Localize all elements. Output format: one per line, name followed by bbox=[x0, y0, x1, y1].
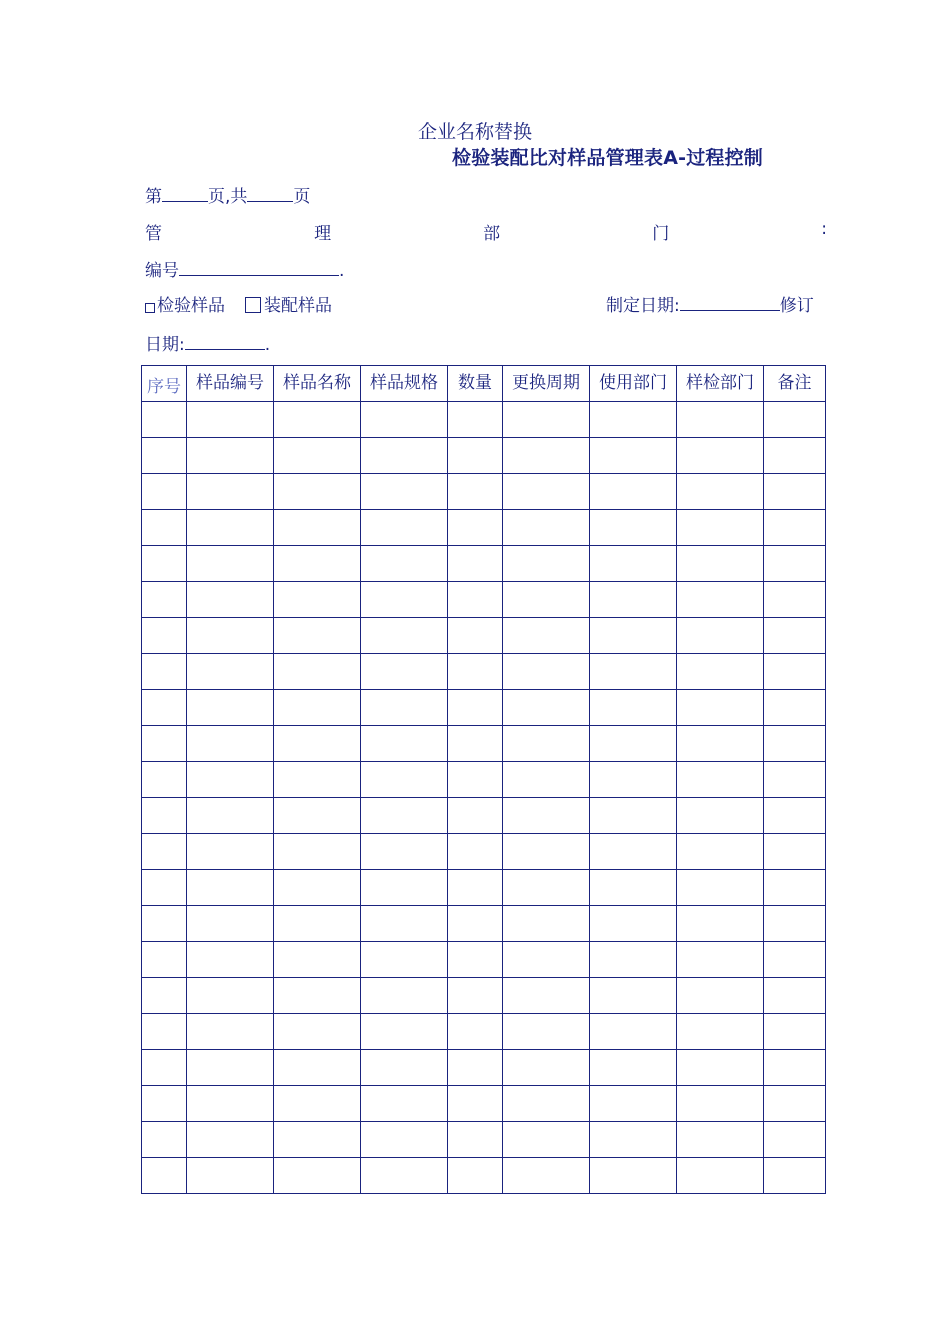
table-cell[interactable] bbox=[274, 762, 361, 798]
management-dept-row bbox=[145, 219, 827, 244]
table-cell[interactable] bbox=[142, 690, 187, 726]
table-cell[interactable] bbox=[503, 402, 590, 438]
table-cell[interactable] bbox=[448, 762, 503, 798]
table-cell[interactable] bbox=[448, 870, 503, 906]
table-cell[interactable] bbox=[142, 1014, 187, 1050]
table-cell[interactable] bbox=[274, 1086, 361, 1122]
table-cell[interactable] bbox=[361, 978, 448, 1014]
table-cell[interactable] bbox=[274, 582, 361, 618]
table-cell[interactable] bbox=[142, 546, 187, 582]
table-cell[interactable] bbox=[142, 870, 187, 906]
table-cell[interactable] bbox=[361, 942, 448, 978]
table-cell[interactable] bbox=[274, 510, 361, 546]
table-cell[interactable] bbox=[361, 510, 448, 546]
table-cell[interactable] bbox=[590, 618, 677, 654]
table-cell[interactable] bbox=[764, 618, 826, 654]
table-cell[interactable] bbox=[187, 1050, 274, 1086]
table-cell[interactable] bbox=[503, 618, 590, 654]
table-cell[interactable] bbox=[187, 798, 274, 834]
table-cell[interactable] bbox=[142, 906, 187, 942]
sample-type-row bbox=[145, 291, 332, 316]
table-cell[interactable] bbox=[142, 978, 187, 1014]
table-cell[interactable] bbox=[764, 978, 826, 1014]
table-cell[interactable] bbox=[142, 438, 187, 474]
col-header-sample-spec: 样品规格 bbox=[361, 366, 448, 402]
table-cell[interactable] bbox=[677, 1158, 764, 1194]
table-cell[interactable] bbox=[503, 1014, 590, 1050]
table-cell[interactable] bbox=[677, 942, 764, 978]
table-cell[interactable] bbox=[448, 1014, 503, 1050]
col-header-sample-no: 样品编号 bbox=[187, 366, 274, 402]
sample-table bbox=[141, 365, 826, 1194]
table-cell[interactable] bbox=[764, 402, 826, 438]
table-cell[interactable] bbox=[764, 510, 826, 546]
table-cell[interactable] bbox=[677, 1122, 764, 1158]
table-cell[interactable] bbox=[503, 870, 590, 906]
table-cell[interactable] bbox=[503, 726, 590, 762]
table-cell[interactable] bbox=[764, 798, 826, 834]
table-cell[interactable] bbox=[503, 582, 590, 618]
table-cell[interactable] bbox=[448, 798, 503, 834]
table-cell[interactable] bbox=[361, 906, 448, 942]
table-cell[interactable] bbox=[503, 942, 590, 978]
table-cell[interactable] bbox=[764, 546, 826, 582]
table-row bbox=[142, 402, 826, 438]
table-cell[interactable] bbox=[142, 582, 187, 618]
table-cell[interactable] bbox=[274, 906, 361, 942]
table-cell[interactable] bbox=[187, 438, 274, 474]
table-cell[interactable] bbox=[677, 654, 764, 690]
table-cell[interactable] bbox=[590, 726, 677, 762]
table-cell[interactable] bbox=[764, 870, 826, 906]
table-cell[interactable] bbox=[187, 654, 274, 690]
table-cell[interactable] bbox=[274, 1014, 361, 1050]
table-cell[interactable] bbox=[590, 1086, 677, 1122]
table-cell[interactable] bbox=[187, 1086, 274, 1122]
table-cell[interactable] bbox=[274, 798, 361, 834]
table-cell[interactable] bbox=[677, 906, 764, 942]
table-row bbox=[142, 618, 826, 654]
table-cell[interactable] bbox=[677, 834, 764, 870]
table-cell[interactable] bbox=[187, 402, 274, 438]
table-cell[interactable] bbox=[187, 474, 274, 510]
table-cell[interactable] bbox=[274, 546, 361, 582]
table-cell[interactable] bbox=[590, 870, 677, 906]
table-cell[interactable] bbox=[448, 510, 503, 546]
table-cell[interactable] bbox=[448, 942, 503, 978]
table-cell[interactable] bbox=[503, 1158, 590, 1194]
assembly-sample-checkbox[interactable] bbox=[245, 297, 261, 313]
page-prefix: 第 bbox=[145, 187, 162, 207]
table-cell[interactable] bbox=[677, 1086, 764, 1122]
table-row bbox=[142, 870, 826, 906]
table-cell[interactable] bbox=[590, 942, 677, 978]
table-cell[interactable] bbox=[187, 870, 274, 906]
table-cell[interactable] bbox=[448, 546, 503, 582]
table-cell[interactable] bbox=[274, 978, 361, 1014]
table-row bbox=[142, 942, 826, 978]
table-cell[interactable] bbox=[361, 870, 448, 906]
table-cell[interactable] bbox=[503, 834, 590, 870]
table-row bbox=[142, 438, 826, 474]
table-cell[interactable] bbox=[142, 402, 187, 438]
table-cell[interactable] bbox=[274, 870, 361, 906]
table-row bbox=[142, 546, 826, 582]
table-cell[interactable] bbox=[187, 546, 274, 582]
table-cell[interactable] bbox=[142, 942, 187, 978]
table-row bbox=[142, 654, 826, 690]
table-cell[interactable] bbox=[274, 474, 361, 510]
table-row bbox=[142, 906, 826, 942]
table-cell[interactable] bbox=[590, 546, 677, 582]
table-row bbox=[142, 1014, 826, 1050]
table-row bbox=[142, 690, 826, 726]
table-cell[interactable] bbox=[590, 654, 677, 690]
table-row bbox=[142, 798, 826, 834]
dept-char: 管 bbox=[145, 224, 162, 244]
page-total-field[interactable] bbox=[247, 185, 293, 202]
table-cell[interactable] bbox=[448, 1122, 503, 1158]
table-cell[interactable] bbox=[590, 762, 677, 798]
table-cell[interactable] bbox=[503, 906, 590, 942]
table-cell[interactable] bbox=[361, 1158, 448, 1194]
table-cell[interactable] bbox=[503, 474, 590, 510]
revise-date-row bbox=[145, 330, 270, 355]
table-cell[interactable] bbox=[187, 834, 274, 870]
col-header-replace-cycle: 更换周期 bbox=[503, 366, 590, 402]
table-cell[interactable] bbox=[764, 582, 826, 618]
table-cell[interactable] bbox=[361, 690, 448, 726]
table-cell[interactable] bbox=[274, 1158, 361, 1194]
table-cell[interactable] bbox=[590, 1158, 677, 1194]
table-cell[interactable] bbox=[274, 1050, 361, 1086]
col-header-sample-name: 样品名称 bbox=[274, 366, 361, 402]
table-cell[interactable] bbox=[361, 1086, 448, 1122]
table-row bbox=[142, 1158, 826, 1194]
table-cell[interactable] bbox=[764, 654, 826, 690]
form-title: 检验装配比对样品管理表A-过程控制 bbox=[452, 147, 763, 169]
table-row bbox=[142, 978, 826, 1014]
made-date-row bbox=[606, 291, 814, 316]
revise-label: 修订 bbox=[779, 296, 814, 316]
table-cell[interactable] bbox=[590, 474, 677, 510]
table-cell[interactable] bbox=[448, 654, 503, 690]
table-cell[interactable] bbox=[142, 510, 187, 546]
table-cell[interactable] bbox=[590, 1014, 677, 1050]
table-cell[interactable] bbox=[590, 834, 677, 870]
table-cell[interactable] bbox=[187, 618, 274, 654]
table-cell[interactable] bbox=[764, 906, 826, 942]
table-cell[interactable] bbox=[274, 654, 361, 690]
table-cell[interactable] bbox=[503, 1086, 590, 1122]
table-cell[interactable] bbox=[187, 978, 274, 1014]
table-cell[interactable] bbox=[448, 834, 503, 870]
table-cell[interactable] bbox=[361, 474, 448, 510]
table-cell[interactable] bbox=[677, 546, 764, 582]
table-cell[interactable] bbox=[764, 942, 826, 978]
table-cell[interactable] bbox=[187, 1122, 274, 1158]
table-cell[interactable] bbox=[187, 510, 274, 546]
date-label: 日期: bbox=[145, 335, 185, 355]
table-cell[interactable] bbox=[503, 978, 590, 1014]
table-cell[interactable] bbox=[764, 1014, 826, 1050]
table-cell[interactable] bbox=[361, 654, 448, 690]
table-cell[interactable] bbox=[142, 618, 187, 654]
table-cell[interactable] bbox=[361, 1014, 448, 1050]
table-row bbox=[142, 762, 826, 798]
table-cell[interactable] bbox=[448, 906, 503, 942]
code-row bbox=[145, 256, 344, 281]
table-cell[interactable] bbox=[677, 870, 764, 906]
table-cell[interactable] bbox=[274, 690, 361, 726]
table-cell[interactable] bbox=[142, 798, 187, 834]
table-cell[interactable] bbox=[503, 510, 590, 546]
code-label: 编号 bbox=[145, 261, 179, 281]
table-cell[interactable] bbox=[274, 618, 361, 654]
made-date-label: 制定日期: bbox=[606, 296, 680, 316]
table-cell[interactable] bbox=[448, 618, 503, 654]
table-cell[interactable] bbox=[590, 582, 677, 618]
table-header-row bbox=[142, 366, 826, 402]
table-cell[interactable] bbox=[448, 474, 503, 510]
code-field[interactable] bbox=[179, 259, 339, 276]
table-cell[interactable] bbox=[361, 798, 448, 834]
table-cell[interactable] bbox=[448, 582, 503, 618]
table-cell[interactable] bbox=[361, 438, 448, 474]
table-cell[interactable] bbox=[361, 762, 448, 798]
page-number-field[interactable] bbox=[162, 185, 208, 202]
table-cell[interactable] bbox=[448, 438, 503, 474]
table-cell[interactable] bbox=[187, 1014, 274, 1050]
col-header-inspect-dept: 样检部门 bbox=[677, 366, 764, 402]
table-cell[interactable] bbox=[274, 834, 361, 870]
table-cell[interactable] bbox=[590, 798, 677, 834]
made-date-field[interactable] bbox=[680, 294, 780, 311]
table-cell[interactable] bbox=[142, 1086, 187, 1122]
table-cell[interactable] bbox=[361, 1122, 448, 1158]
table-cell[interactable] bbox=[187, 690, 274, 726]
table-cell[interactable] bbox=[361, 582, 448, 618]
table-cell[interactable] bbox=[448, 402, 503, 438]
table-cell[interactable] bbox=[503, 762, 590, 798]
table-cell[interactable] bbox=[503, 798, 590, 834]
table-cell[interactable] bbox=[590, 690, 677, 726]
date-end: . bbox=[264, 335, 271, 355]
table-cell[interactable] bbox=[448, 1158, 503, 1194]
table-cell[interactable] bbox=[503, 1122, 590, 1158]
table-cell[interactable] bbox=[590, 906, 677, 942]
table-cell[interactable] bbox=[361, 1050, 448, 1086]
table-cell[interactable] bbox=[677, 474, 764, 510]
table-cell[interactable] bbox=[677, 1050, 764, 1086]
table-cell[interactable] bbox=[677, 726, 764, 762]
table-cell[interactable] bbox=[677, 438, 764, 474]
table-cell[interactable] bbox=[677, 690, 764, 726]
table-cell[interactable] bbox=[590, 1050, 677, 1086]
table-cell[interactable] bbox=[361, 402, 448, 438]
table-cell[interactable] bbox=[448, 1086, 503, 1122]
table-cell[interactable] bbox=[142, 834, 187, 870]
table-row bbox=[142, 510, 826, 546]
table-cell[interactable] bbox=[448, 726, 503, 762]
table-cell[interactable] bbox=[361, 546, 448, 582]
table-cell[interactable] bbox=[448, 1050, 503, 1086]
table-cell[interactable] bbox=[503, 438, 590, 474]
dept-char: 部 bbox=[483, 224, 501, 244]
table-row bbox=[142, 726, 826, 762]
table-cell[interactable] bbox=[503, 546, 590, 582]
table-cell[interactable] bbox=[187, 1158, 274, 1194]
table-row bbox=[142, 834, 826, 870]
table-cell[interactable] bbox=[677, 978, 764, 1014]
table-cell[interactable] bbox=[503, 1050, 590, 1086]
company-name: 企业名称替换 bbox=[418, 121, 533, 143]
table-cell[interactable] bbox=[274, 726, 361, 762]
table-cell[interactable] bbox=[187, 942, 274, 978]
table-cell[interactable] bbox=[764, 1086, 826, 1122]
table-cell[interactable] bbox=[361, 618, 448, 654]
page-info bbox=[145, 182, 310, 207]
table-cell[interactable] bbox=[142, 1158, 187, 1194]
table-cell[interactable] bbox=[590, 402, 677, 438]
table-cell[interactable] bbox=[274, 438, 361, 474]
col-header-remarks: 备注 bbox=[764, 366, 826, 402]
inspection-sample-checkbox[interactable] bbox=[145, 303, 155, 313]
inspection-sample-label: 检验样品 bbox=[157, 296, 225, 316]
table-row bbox=[142, 1122, 826, 1158]
table-cell[interactable] bbox=[142, 1050, 187, 1086]
table-cell[interactable] bbox=[677, 762, 764, 798]
table-cell[interactable] bbox=[142, 1122, 187, 1158]
page-mid: 页,共 bbox=[208, 187, 248, 207]
table-cell[interactable] bbox=[677, 1014, 764, 1050]
table-cell[interactable] bbox=[764, 1050, 826, 1086]
table-cell[interactable] bbox=[361, 834, 448, 870]
table-cell[interactable] bbox=[448, 978, 503, 1014]
table-cell[interactable] bbox=[142, 654, 187, 690]
dept-char: 理 bbox=[314, 224, 332, 244]
dept-char: : bbox=[821, 219, 827, 239]
revise-date-field[interactable] bbox=[185, 333, 265, 350]
col-header-quantity: 数量 bbox=[448, 366, 503, 402]
table-cell[interactable] bbox=[361, 726, 448, 762]
table-cell[interactable] bbox=[590, 1122, 677, 1158]
table-cell[interactable] bbox=[764, 834, 826, 870]
table-cell[interactable] bbox=[187, 906, 274, 942]
table-cell[interactable] bbox=[274, 402, 361, 438]
table-cell[interactable] bbox=[187, 762, 274, 798]
table-cell[interactable] bbox=[274, 942, 361, 978]
table-cell[interactable] bbox=[590, 510, 677, 546]
table-cell[interactable] bbox=[503, 690, 590, 726]
table-cell[interactable] bbox=[142, 726, 187, 762]
table-cell[interactable] bbox=[142, 474, 187, 510]
table-cell[interactable] bbox=[448, 690, 503, 726]
table-cell[interactable] bbox=[764, 1122, 826, 1158]
code-end: . bbox=[339, 261, 345, 281]
table-cell[interactable] bbox=[677, 582, 764, 618]
table-cell[interactable] bbox=[274, 1122, 361, 1158]
table-cell[interactable] bbox=[764, 690, 826, 726]
table-cell[interactable] bbox=[677, 510, 764, 546]
table-cell[interactable] bbox=[677, 402, 764, 438]
col-header-seq: 序号 bbox=[142, 366, 187, 402]
table-row bbox=[142, 582, 826, 618]
table-cell[interactable] bbox=[142, 762, 187, 798]
table-row bbox=[142, 1086, 826, 1122]
table-cell[interactable] bbox=[764, 726, 826, 762]
col-header-using-dept: 使用部门 bbox=[590, 366, 677, 402]
dept-char: 门 bbox=[652, 224, 670, 244]
table-cell[interactable] bbox=[677, 618, 764, 654]
table-cell[interactable] bbox=[764, 438, 826, 474]
table-cell[interactable] bbox=[677, 798, 764, 834]
table-cell[interactable] bbox=[187, 582, 274, 618]
page-suffix: 页 bbox=[293, 187, 311, 207]
table-cell[interactable] bbox=[503, 654, 590, 690]
table-row bbox=[142, 1050, 826, 1086]
table-cell[interactable] bbox=[764, 762, 826, 798]
table-cell[interactable] bbox=[764, 474, 826, 510]
table-cell[interactable] bbox=[764, 1158, 826, 1194]
table-cell[interactable] bbox=[590, 978, 677, 1014]
table-row bbox=[142, 474, 826, 510]
table-cell[interactable] bbox=[187, 726, 274, 762]
table-cell[interactable] bbox=[590, 438, 677, 474]
assembly-sample-label: 装配样品 bbox=[264, 296, 332, 316]
